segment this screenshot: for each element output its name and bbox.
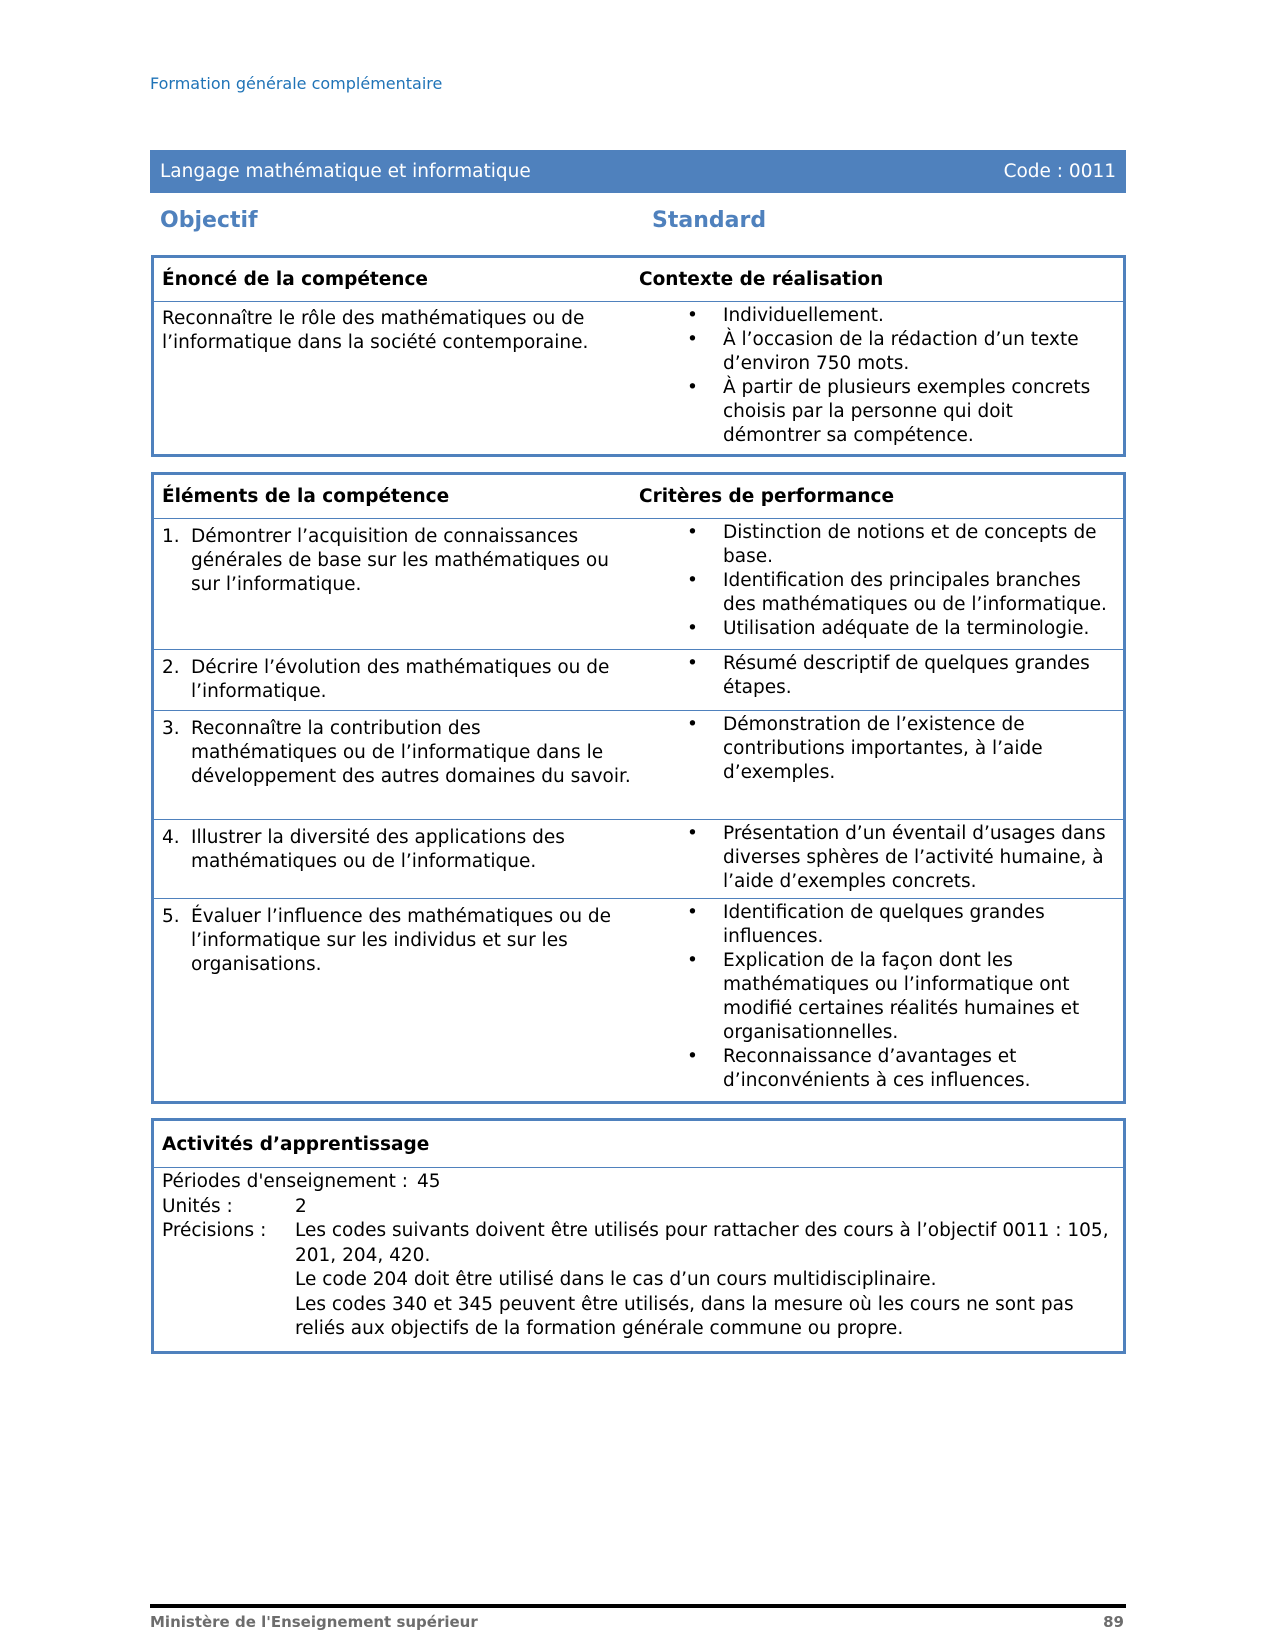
list-item: • À partir de plusieurs exemples concrets choisis par la personne qui doit démontrer sa compétence. (639, 376, 1115, 448)
list-item: • Présentation d’un éventail d’usages dans diverses sphères de l’activité humaine, à l’aide d’exemples concrets. (639, 822, 1115, 894)
element-number: 2. (162, 657, 180, 678)
list-item: • Résumé descriptif de quelques grandes étapes. (639, 652, 1115, 700)
unites-value: 2 (295, 1195, 307, 1217)
precisions-label: Précisions : (162, 1220, 267, 1241)
table-header-row (154, 258, 1123, 302)
footer-divider (150, 1604, 1126, 1608)
activites-table (151, 1118, 1126, 1354)
table-row (154, 820, 1123, 899)
table-header-row (154, 1121, 1123, 1168)
elements-table (151, 472, 1126, 1104)
course-title-bar (150, 150, 1126, 193)
element-number: 5. (162, 906, 180, 927)
list-item: • Démonstration de l’existence de contributions importantes, à l’aide d’exemples. (639, 713, 1115, 785)
page-number: 89 (1103, 1613, 1124, 1631)
table-row (154, 899, 1123, 1097)
course-title: Langage mathématique et informatique (160, 161, 531, 182)
precision-text: Les codes suivants doivent être utilisés pour rattacher des cours à l’objectif 0011 : 105, 201, 204, 420. (295, 1220, 1109, 1266)
precision-text: Les codes 340 et 345 peuvent être utilisés, dans la mesure où les cours ne sont pas reliés aux objectifs de la formation générale commune ou propre. (295, 1293, 1074, 1339)
header-activites: Activités d’apprentissage (162, 1133, 430, 1155)
section-heading-standard: Standard (652, 208, 767, 233)
periodes-label: Périodes d'enseignement : (162, 1171, 409, 1192)
list-item: • Identification de quelques grandes influences. (639, 901, 1115, 949)
periodes-value: 45 (417, 1171, 441, 1192)
list-item: • Utilisation adéquate de la terminologie. (639, 617, 1115, 641)
table-row (154, 650, 1123, 711)
unites-label: Unités : (162, 1195, 233, 1217)
element-text: Évaluer l’influence des mathématiques ou de l’informatique sur les individus et sur les organisations. (191, 906, 612, 975)
header-elements: Éléments de la compétence (162, 486, 450, 507)
element-number: 3. (162, 718, 180, 739)
precisions-row (162, 1219, 1115, 1342)
footer-publisher: Ministère de l'Enseignement supérieur (150, 1613, 478, 1631)
table-row (154, 711, 1123, 820)
header-contexte: Contexte de réalisation (639, 269, 884, 290)
header-criteres: Critères de performance (639, 486, 895, 507)
section-heading-objectif: Objectif (160, 208, 258, 233)
competence-table (151, 255, 1126, 457)
table-header-row (154, 475, 1123, 519)
element-text: Décrire l’évolution des mathématiques ou de l’informatique. (191, 657, 610, 702)
element-text: Démontrer l’acquisition de connaissances générales de base sur les mathématiques ou sur l’informatique. (191, 526, 609, 595)
element-text: Illustrer la diversité des applications des mathématiques ou de l’informatique. (191, 827, 565, 872)
list-item: • Explication de la façon dont les mathématiques ou l’informatique ont modifié certaines réalités humaines et organisationnelles. (639, 949, 1115, 1045)
table-row (154, 302, 1123, 452)
element-text: Reconnaître la contribution des mathématiques ou de l’informatique dans le développement des autres domaines du savoir. (191, 718, 631, 787)
element-number: 4. (162, 827, 180, 848)
periodes-row (162, 1170, 1115, 1195)
course-code: Code : 0011 (1003, 161, 1116, 182)
unites-row (162, 1195, 1115, 1220)
header-enonce: Énoncé de la compétence (162, 269, 428, 290)
list-item: • À l’occasion de la rédaction d’un texte d’environ 750 mots. (639, 328, 1115, 376)
running-head: Formation générale complémentaire (150, 74, 443, 93)
precision-text: Le code 204 doit être utilisé dans le cas d’un cours multidisciplinaire. (295, 1269, 937, 1290)
list-item: • Individuellement. (639, 304, 1115, 328)
list-item: • Reconnaissance d’avantages et d’inconvénients à ces influences. (639, 1045, 1115, 1093)
element-number: 1. (162, 526, 180, 547)
contexte-list (639, 304, 1115, 448)
list-item: • Identification des principales branches des mathématiques ou de l’informatique. (639, 569, 1115, 617)
activites-body (154, 1168, 1123, 1350)
enonce-text: Reconnaître le rôle des mathématiques ou de l’informatique dans la société contemporaine. (162, 308, 589, 353)
list-item: • Distinction de notions et de concepts de base. (639, 521, 1115, 569)
table-row (154, 519, 1123, 650)
